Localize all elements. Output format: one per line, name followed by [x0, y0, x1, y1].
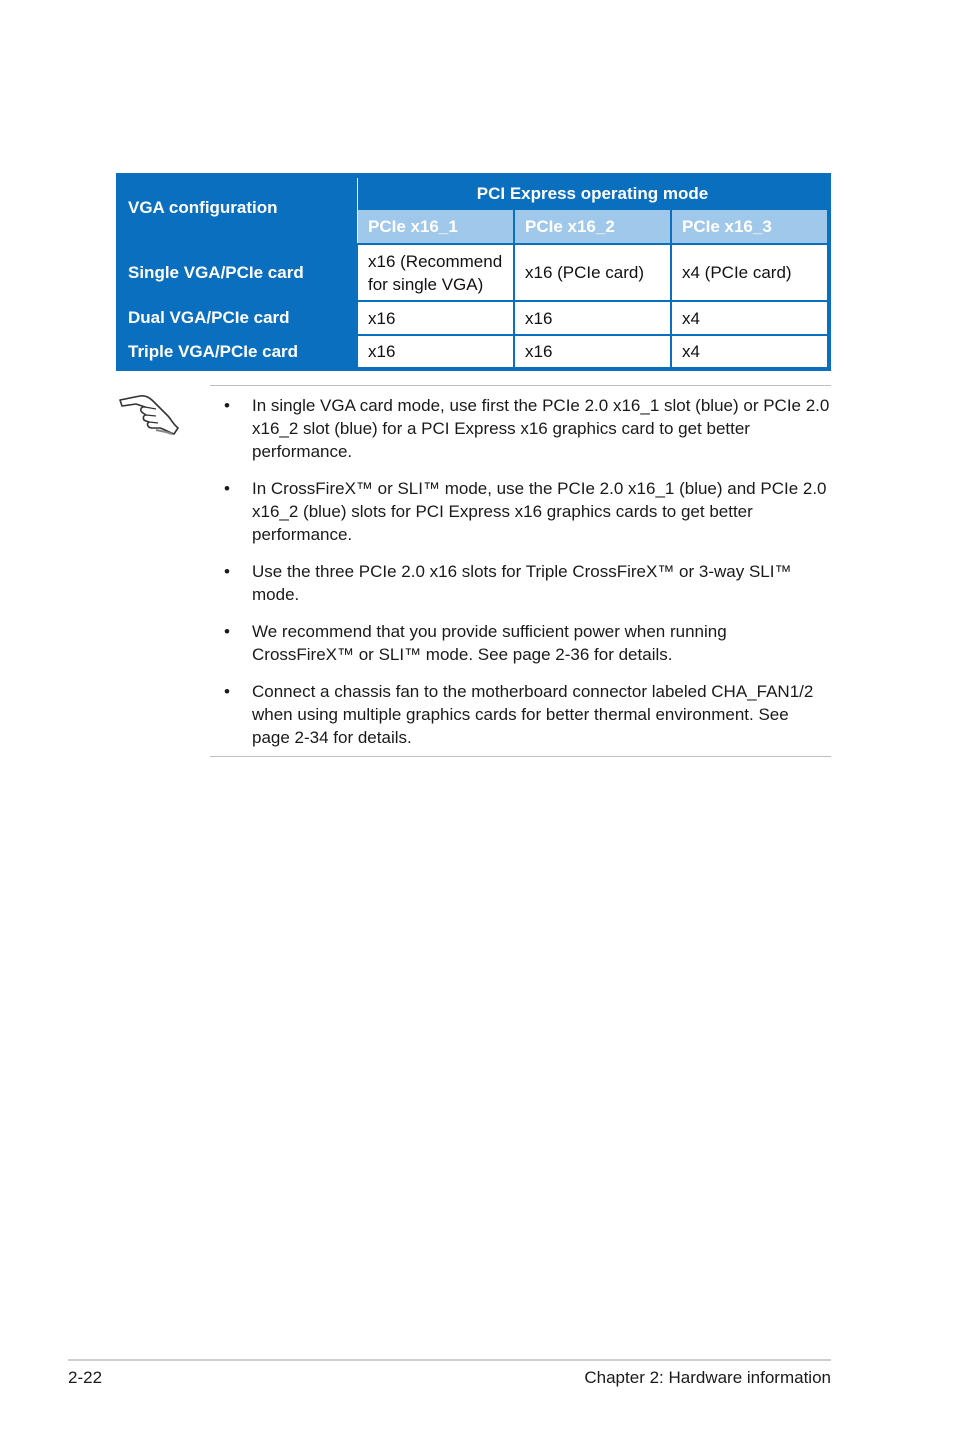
cell-dual-x16-1: x16 — [358, 302, 513, 334]
vga-configuration-header: VGA configuration — [128, 198, 278, 217]
list-item — [210, 560, 831, 606]
bullet-glyph: • — [224, 682, 230, 701]
cell-dual-x16-3: x4 — [672, 302, 827, 334]
cell-single-x16-3: x4 (PCIe card) — [672, 245, 827, 300]
list-item — [210, 620, 831, 666]
row-label-triple: Triple VGA/PCIe card — [128, 341, 299, 361]
cell-single-x16-2: x16 (PCIe card) — [515, 245, 670, 300]
bullet-text: In CrossFireX™ or SLI™ mode, use the PCIe 2.0 x16_1 (blue) and PCIe 2.0 x16_2 (blue) slots for PCI Express x16 graphics cards to get better performance. — [252, 479, 827, 544]
list-item — [210, 477, 831, 546]
row-label-single: Single VGA/PCIe card — [128, 262, 304, 282]
note-box — [210, 385, 831, 757]
col-header-pcie-x16-2: PCIe x16_2 — [515, 210, 670, 243]
row-label-dual: Dual VGA/PCIe card — [128, 308, 290, 327]
pci-express-mode-title: PCI Express operating mode — [476, 184, 709, 203]
bullet-glyph: • — [224, 562, 230, 581]
cell-triple-x16-1: x16 — [358, 336, 513, 367]
chapter-title: Chapter 2: Hardware information — [584, 1368, 831, 1387]
cell-dual-x16-2: x16 — [515, 302, 670, 334]
col-header-pcie-x16-3: PCIe x16_3 — [672, 210, 827, 243]
bullet-text: Use the three PCIe 2.0 x16 slots for Triple CrossFireX™ or 3-way SLI™ mode. — [252, 562, 792, 604]
cell-triple-x16-2: x16 — [515, 336, 670, 367]
page-number: 2-22 — [68, 1368, 103, 1387]
pointing-hand-icon — [116, 388, 180, 436]
bullet-glyph: • — [224, 479, 230, 498]
note-bullet-list — [210, 394, 831, 763]
col-header-pcie-x16-1: PCIe x16_1 — [358, 210, 513, 243]
list-item — [210, 394, 831, 463]
bullet-text: We recommend that you provide sufficient power when running CrossFireX™ or SLI™ mode. See page 2-36 for details. — [252, 622, 727, 664]
bullet-glyph: • — [224, 622, 230, 641]
cell-triple-x16-3: x4 — [672, 336, 827, 367]
cell-single-x16-1: x16 (Recommend for single VGA) — [358, 245, 513, 300]
footer-rule — [68, 1359, 831, 1361]
bullet-text: In single VGA card mode, use first the PCIe 2.0 x16_1 slot (blue) or PCIe 2.0 x16_2 slot (blue) for a PCI Express x16 graphics card to get better performance. — [252, 396, 830, 461]
bullet-glyph: • — [224, 396, 230, 415]
list-item — [210, 680, 831, 749]
bullet-text: Connect a chassis fan to the motherboard connector labeled CHA_FAN1/2 when using multiple graphics cards for better thermal environment. See page 2-34 for details. — [252, 682, 814, 747]
pcie-configuration-table — [116, 173, 831, 371]
